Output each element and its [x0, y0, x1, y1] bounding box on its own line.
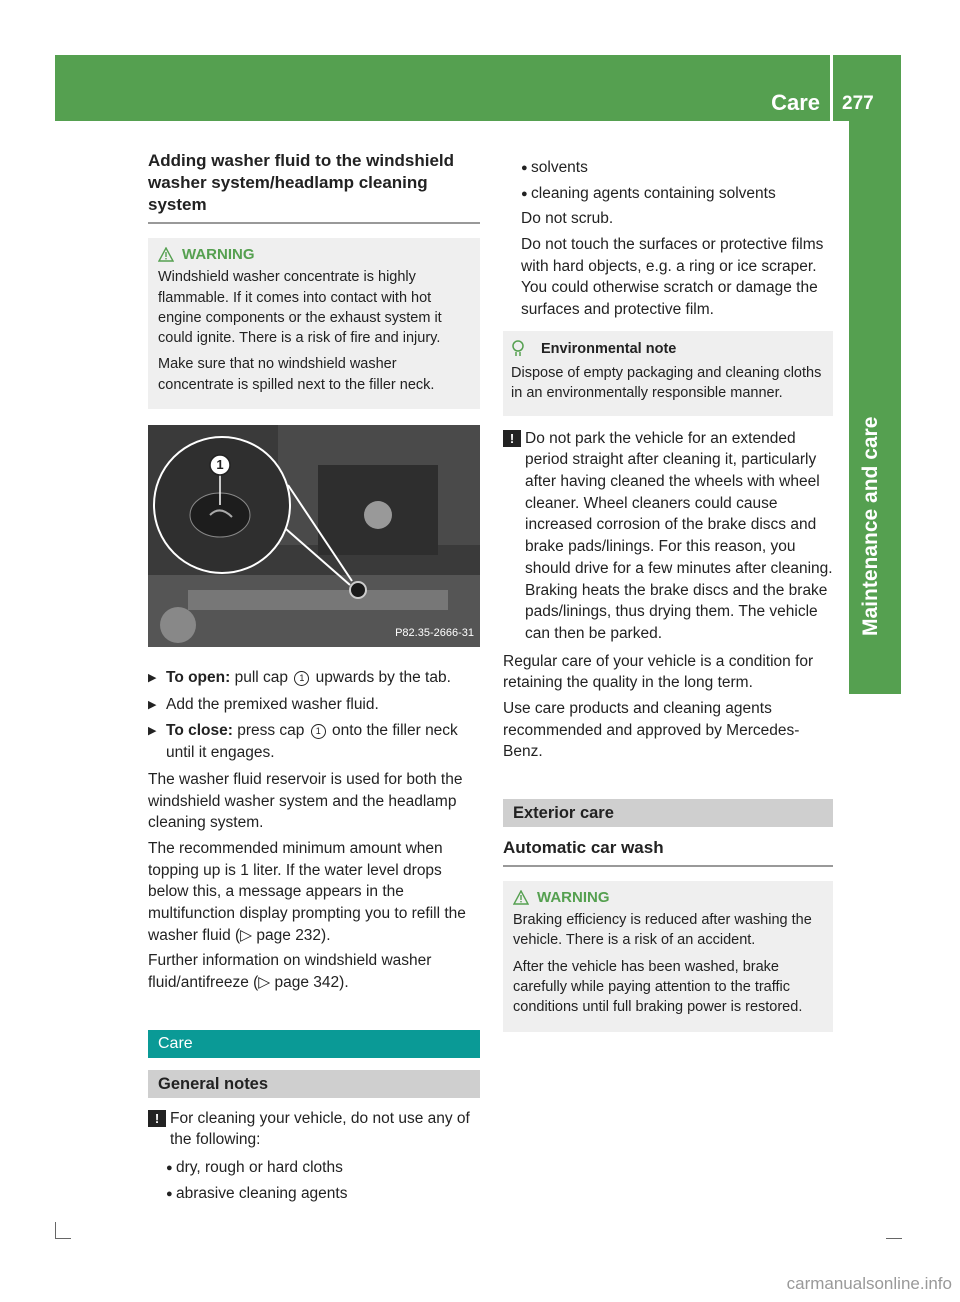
right-column: [503, 153, 833, 1048]
callout-number: 1: [294, 671, 309, 686]
warning-text: Windshield washer concentrate is highly flammable. If it comes into contact with hot engine components or the exhaust system it could ignite. There is a risk of fire and injury.: [158, 269, 442, 347]
list-item-text: abrasive cleaning agents: [176, 1184, 348, 1202]
step-label: To close:: [166, 722, 233, 740]
warning-triangle-icon: [158, 247, 174, 262]
crop-mark: [886, 1238, 902, 1239]
warning-triangle-icon: [513, 890, 529, 905]
photo-code: P82.35-2666-31: [395, 626, 474, 639]
engine-bay-photo: [148, 425, 480, 647]
list-item: [521, 157, 833, 179]
header-section-title: Care: [771, 90, 820, 115]
arrow-right-icon: ▶: [148, 672, 157, 685]
warning-text: Make sure that no windshield washer concentrate is spilled next to the filler neck.: [158, 356, 435, 393]
list-item-text: cleaning agents containing solvents: [531, 184, 776, 202]
warning-title: [158, 244, 470, 265]
bullet-icon: ●: [166, 1162, 173, 1175]
step: [148, 720, 480, 763]
paragraph: Further information on windshield washer fluid/antifreeze (▷ page 342).: [148, 952, 432, 991]
step-text: upwards by the tab.: [311, 669, 451, 687]
list-item-text: dry, rough or hard cloths: [176, 1159, 343, 1177]
step-text: onto the filler neck until it engages.: [166, 722, 458, 762]
step-text: pull cap: [230, 669, 293, 687]
bullet-icon: ●: [521, 187, 528, 200]
warning-text: After the vehicle has been washed, brake carefully while paying attention to the traffic conditions until full braking power is restored.: [513, 958, 803, 1016]
note-text: Do not park the vehicle for an extended period straight after cleaning it, particularly after having cleaned the wheels with wheel cleaner. Wheel cleaners could cause increased corrosion of the brake discs and brake pads/linings. For this reason, you should drive for a few minutes after cleaning. Braking heats the brake discs and the brake pads/linings, thus drying them. The vehicle can then be parked.: [525, 429, 833, 642]
exclamation-icon: !: [503, 430, 521, 447]
warning-box: [148, 238, 480, 409]
paragraph: The recommended minimum amount when topping up is 1 liter. If the water level drops below this, a message appears in the multifunction display prompting you to refill the washer fluid (▷ page 232).: [148, 839, 466, 944]
watermark: carmanualsonline.info: [786, 1274, 952, 1294]
environmental-note-label: Environmental note: [541, 340, 677, 357]
side-tab-label: Maintenance and care: [859, 416, 882, 636]
care-section-bar: Care: [148, 1030, 480, 1058]
left-column: [148, 150, 480, 1208]
paragraph: Do not scrub.: [521, 210, 614, 228]
photo-callout-number: 1: [216, 457, 224, 473]
general-notes-bar: General notes: [148, 1070, 480, 1098]
header-divider: [830, 55, 833, 121]
environmental-note-text: Dispose of empty packaging and cleaning cloths in an environmentally responsible manner.: [511, 365, 822, 402]
warning-box: [503, 881, 833, 1031]
bullet-icon: ●: [521, 162, 528, 174]
paragraph: The washer fluid reservoir is used for both the windshield washer system and the headlamp cleaning system.: [148, 770, 463, 832]
step-text: press cap: [232, 722, 309, 740]
exterior-care-bar: Exterior care: [503, 799, 833, 827]
step: [148, 694, 480, 716]
warning-label: WARNING: [537, 889, 610, 907]
warning-label: WARNING: [182, 246, 255, 264]
list-item: [521, 183, 833, 205]
crop-mark: [55, 1238, 71, 1239]
list-item: [166, 1183, 480, 1205]
paragraph: Do not touch the surfaces or protective films with hard objects, e.g. a ring or ice scraper. You could otherwise scratch or damage the surfaces and protective film.: [521, 236, 824, 319]
step-text: Add the premixed washer fluid.: [166, 695, 379, 713]
callout-number: 1: [311, 724, 326, 739]
list-item: [166, 1157, 480, 1179]
note: [148, 1108, 480, 1151]
step: [148, 667, 480, 689]
step-label: To open:: [166, 669, 231, 687]
list-item-text: solvents: [531, 159, 588, 176]
warning-text: Braking efficiency is reduced after washing the vehicle. There is a risk of an accident.: [513, 912, 812, 949]
engine-bay-illustration: [148, 425, 480, 647]
section-title: Adding washer fluid to the windshield washer system/headlamp cleaning system: [148, 150, 480, 224]
side-tab-block: [849, 650, 901, 694]
lightbulb-icon: [511, 340, 525, 358]
note-text: For cleaning your vehicle, do not use any of the following:: [170, 1109, 470, 1149]
environmental-note-box: [503, 331, 833, 416]
exclamation-icon: !: [148, 1110, 166, 1127]
crop-mark: [55, 1222, 56, 1239]
paragraph: Regular care of your vehicle is a condition for retaining the quality in the long term.: [503, 652, 814, 692]
section-subtitle: Automatic car wash: [503, 837, 833, 867]
warning-title: [513, 887, 823, 908]
note: [503, 428, 833, 645]
arrow-right-icon: ▶: [148, 725, 157, 738]
paragraph: Use care products and cleaning agents recommended and approved by Mercedes-Benz.: [503, 699, 800, 761]
bullet-icon: ●: [166, 1187, 173, 1200]
page-number: 277: [842, 93, 874, 114]
arrow-right-icon: ▶: [148, 698, 157, 711]
